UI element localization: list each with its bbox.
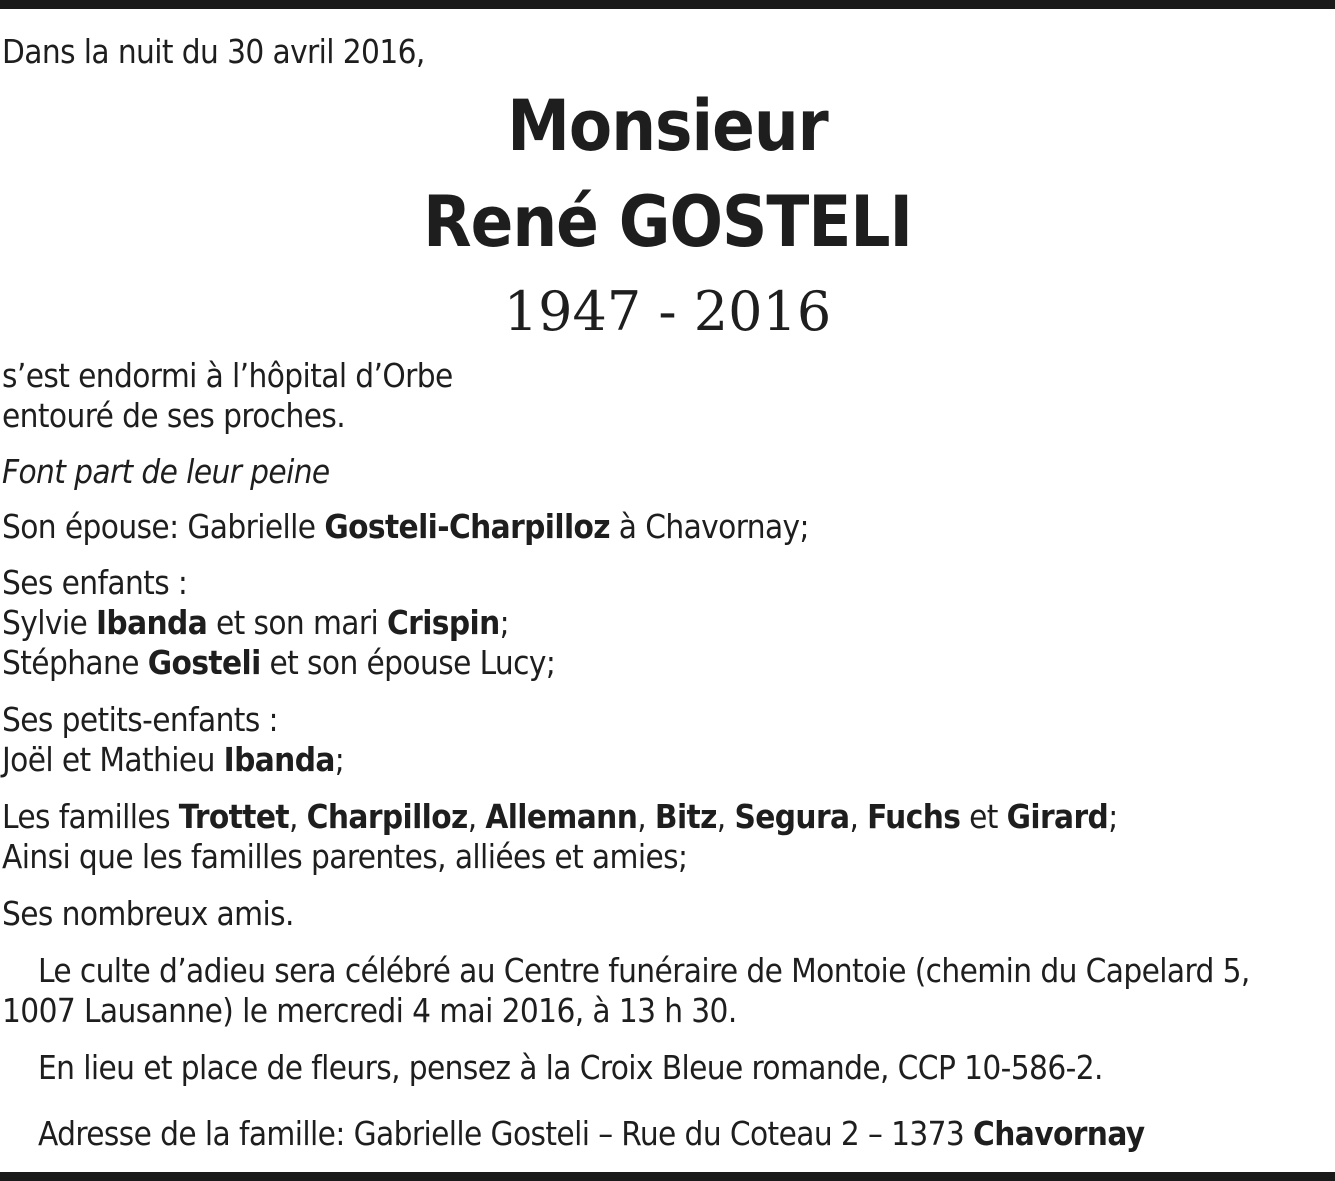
address-text: Adresse de la famille: Gabrielle Gosteli – Rue du Coteau 2 – 1373: [38, 1114, 974, 1153]
families-prefix: Les familles: [2, 797, 179, 836]
children-header: Ses enfants :: [2, 563, 188, 602]
child2-first-name: Stéphane: [2, 643, 148, 682]
title-name: René GOSTELI: [423, 181, 912, 263]
flowers-line: En lieu et place de fleurs, pensez à la Croix Bleue romande, CCP 10-586-2.: [38, 1048, 1103, 1087]
address-town: Chavornay: [973, 1114, 1145, 1153]
child1-spouse-name: Crispin: [386, 603, 500, 642]
spouse-surname: Gosteli-Charpilloz: [324, 507, 610, 546]
child-line-2: [2, 643, 555, 683]
intro-line: Dans la nuit du 30 avril 2016,: [2, 32, 425, 71]
death-line-2: entouré de ses proches.: [2, 396, 346, 435]
family-name: Girard: [1006, 797, 1109, 836]
family-name: Trottet: [178, 797, 290, 836]
title-salutation: Monsieur: [507, 85, 828, 167]
grandchildren-end: ;: [334, 740, 345, 779]
child1-end: ;: [499, 603, 510, 642]
family-name: Segura: [734, 797, 850, 836]
spouse-suffix: à Chavornay;: [609, 507, 809, 546]
family-name: Allemann: [485, 797, 638, 836]
families-separator: ,: [849, 797, 868, 836]
families-and: et: [960, 797, 1007, 836]
family-name: Charpilloz: [306, 797, 468, 836]
child2-rest: et son épouse Lucy;: [260, 643, 556, 682]
life-years: 1947 - 2016: [503, 280, 832, 343]
address-line: [38, 1114, 1145, 1154]
death-line-1: s’est endormi à l’hôpital d’Orbe: [2, 356, 453, 395]
families-separator: ,: [467, 797, 486, 836]
families-line: [2, 797, 1118, 837]
families-line-2: Ainsi que les familles parentes, alliées et amies;: [2, 837, 688, 876]
families-separator: ,: [289, 797, 307, 836]
spouse-line: [2, 507, 809, 547]
bottom-rule: [0, 1172, 1335, 1181]
child2-surname: Gosteli: [147, 643, 261, 682]
spouse-prefix: Son épouse: Gabrielle: [2, 507, 325, 546]
family-name: Bitz: [654, 797, 717, 836]
grandchildren-first-names: Joël et Mathieu: [2, 740, 224, 779]
friends-line: Ses nombreux amis.: [2, 894, 294, 933]
family-name: Fuchs: [867, 797, 961, 836]
child1-connector: et son mari: [207, 603, 387, 642]
service-line-2: 1007 Lausanne) le mercredi 4 mai 2016, à 13 h 30.: [2, 991, 737, 1030]
child1-first-name: Sylvie: [2, 603, 96, 642]
families-separator: ,: [637, 797, 655, 836]
families-separator: ,: [716, 797, 735, 836]
families-end: ;: [1108, 797, 1118, 836]
child1-surname: Ibanda: [95, 603, 208, 642]
announcement-line: Font part de leur peine: [2, 452, 330, 491]
grandchildren-header: Ses petits-enfants :: [2, 700, 278, 739]
grandchildren-surname: Ibanda: [223, 740, 335, 779]
child-line-1: [2, 603, 509, 643]
service-line-1: Le culte d’adieu sera célébré au Centre funéraire de Montoie (chemin du Capelard 5,: [38, 951, 1250, 990]
grandchildren-line: [2, 740, 344, 780]
top-rule: [0, 0, 1335, 9]
